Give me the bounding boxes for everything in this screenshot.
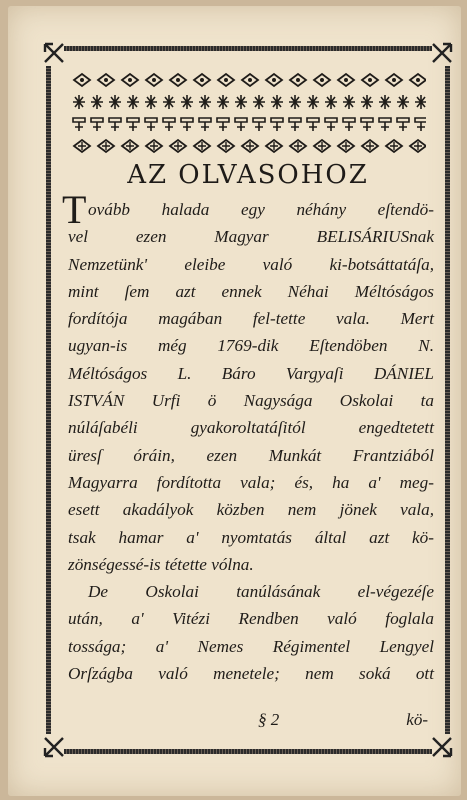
text-line: núláſabéli gyakoroltatáſitól engedtetett — [68, 418, 434, 438]
text-line: tossága; a' Nemes Régimentel Lengyel — [68, 636, 434, 656]
corner-ornament-icon — [431, 736, 453, 758]
text-line: Magyarra fordította vala; és, ha a' meg- — [68, 472, 434, 492]
text-line: tsak hamar a' nyomtatás által azt kö- — [68, 527, 434, 547]
catchword: kö- — [406, 710, 428, 729]
text-line: mint ſem azt ennek Néhai Méltóságos — [68, 281, 434, 301]
fleuron-headpiece — [70, 70, 426, 158]
text-line: T ovább halada egy néhány eſtendö- — [62, 187, 434, 232]
page-title: AZ OLVASOHOZ — [127, 160, 369, 190]
text-line: fordítója magában fel-tette vala. Mert — [68, 309, 434, 329]
corner-ornament-icon — [43, 42, 65, 64]
text-line: ISTVÁN Urfi ö Nagysága Oskolai ta — [68, 391, 434, 411]
page-frame — [46, 46, 450, 754]
text-line: esett akadályok közben nem jönek vala, — [68, 500, 434, 520]
fleuron-row-icon — [70, 70, 426, 90]
signature-mark: § 2 — [258, 710, 280, 729]
frame-rule-top — [64, 46, 432, 51]
text-line: üresſ óráin, ezen Munkát Frantziából — [68, 445, 434, 465]
text-line: Méltóságos L. Báro Vargyaſi DÁNIEL — [68, 363, 434, 383]
text-line: Nemzetünk' eleibe való ki-botsáttatáſa, — [68, 254, 434, 274]
book-page — [8, 6, 461, 796]
text-line: után, a' Vitézi Rendben való foglala — [68, 609, 434, 629]
text-line: vel ezen Magyar BELISÁRIUSnak — [68, 227, 434, 247]
text-line: De Oskolai tanúlásának el-végezéſe — [88, 582, 434, 602]
body-text — [62, 187, 434, 687]
text-line: zönségessé-is tétette vólna. — [68, 554, 254, 574]
fleuron-row-icon — [70, 114, 426, 134]
corner-ornament-icon — [431, 42, 453, 64]
text-line: Orſzágba való menetele; nem soká ott — [68, 664, 434, 684]
fleuron-row-icon — [70, 92, 426, 112]
drop-cap: T — [62, 187, 87, 232]
fleuron-row-icon — [70, 136, 426, 156]
corner-ornament-icon — [43, 736, 65, 758]
frame-rule-bottom — [64, 749, 432, 754]
text-line: ugyan-is még 1769-dik Eſtendöben N. — [68, 336, 434, 356]
